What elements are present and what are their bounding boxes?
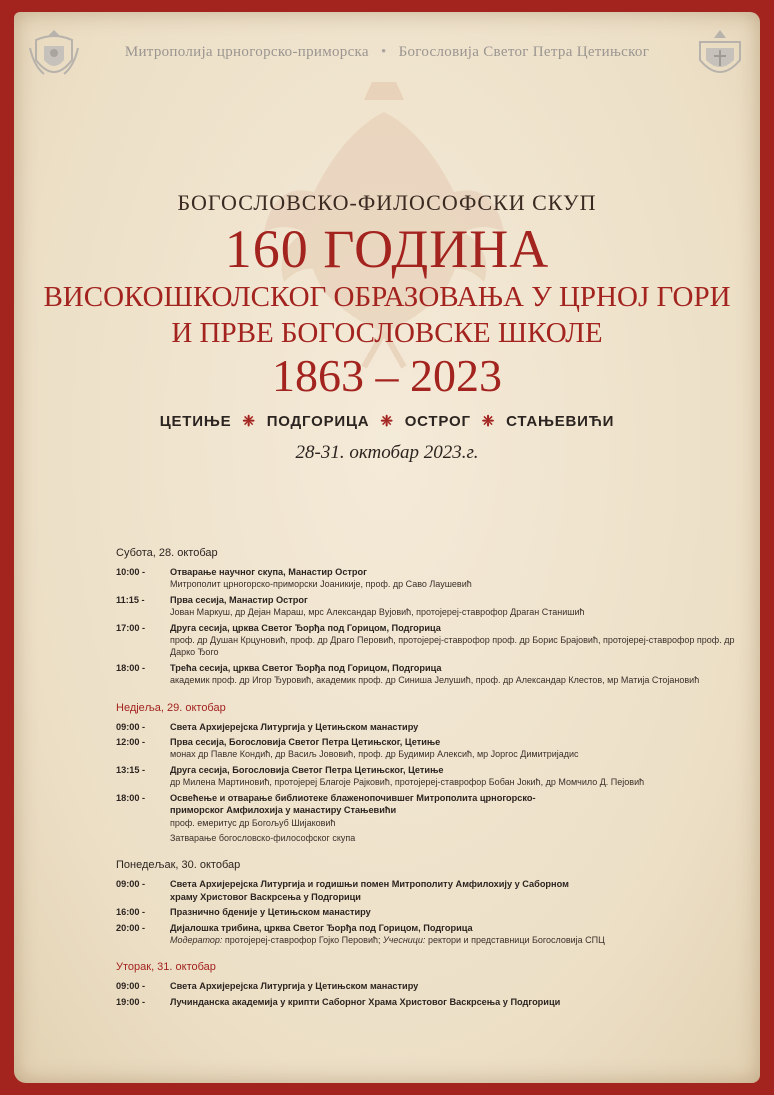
event-title: Света Архијерејска Литургија и годишњи помен Митрополиту Амфилохију у Саборном храму Христовог Васкрсења у Подгорици (170, 879, 569, 902)
event-participants: Јован Маркуш, др Дејан Мараш, мрс Александар Вујовић, протојереј-ставрофор Драган Станишић (170, 607, 585, 618)
title-line-1: ВИСОКОШКОЛСКОГ ОБРАЗОВАЊА У ЦРНОЈ ГОРИ (43, 281, 731, 313)
program-event (116, 980, 746, 992)
day-label: Уторак, 31. октобар (116, 961, 216, 974)
city-ostrog: ОСТРОГ (404, 413, 471, 430)
seminary-emblem-icon (692, 26, 748, 86)
event-participants (170, 934, 746, 946)
program-event (116, 594, 746, 619)
title-line-2: И ПРВЕ БОГОСЛОВСКЕ ШКОЛЕ (171, 317, 603, 349)
day-label: Недјеља, 29. октобар (116, 701, 226, 714)
city-separator: ❈ (242, 413, 256, 430)
coat-of-arms-icon (26, 26, 82, 86)
day-sunday (116, 702, 746, 845)
day-label: Субота, 28. октобар (116, 547, 218, 559)
event-title: Друга сесија, црква Светог Ђорђа под Горицом, Подгорица (170, 622, 441, 633)
program-event (116, 721, 746, 733)
year-range: 1863 – 2023 (272, 350, 502, 401)
program-event (116, 906, 746, 918)
moderator-name: протојереј-ставрофор Гојко Перовић; (222, 934, 383, 945)
day-saturday (116, 547, 746, 687)
event-title: Прва сесија, Богословија Светог Петра Цетињског, Цетиње (170, 737, 441, 748)
header-right-text: Богословија Светог Петра Цетињског (398, 44, 650, 60)
program-event (116, 922, 746, 947)
program-event (116, 622, 746, 659)
event-title: Света Архијерејска Литургија у Цетињском манастиру (170, 981, 419, 992)
event-title: Празнично бденије у Цетињском манастиру (170, 907, 371, 918)
day-monday (116, 859, 746, 946)
city-separator: ❈ (481, 413, 496, 430)
event-time: 19:00 - (116, 996, 146, 1007)
header-separator: • (380, 44, 387, 60)
event-time: 18:00 - (116, 792, 146, 803)
event-time: 09:00 - (116, 721, 146, 732)
day-tuesday (116, 961, 746, 1008)
day-label: Понедељак, 30. октобар (116, 859, 241, 872)
program-event (116, 764, 746, 789)
event-time: 09:00 - (116, 879, 146, 890)
event-participants: монах др Павле Кондић, др Васиљ Јововић, проф. др Будимир Алексић, мр Јоргос Димитријадис (170, 749, 579, 760)
event-title: Прва сесија, Манастир Острог (170, 594, 308, 605)
program-event (116, 736, 746, 761)
event-title: Трећа сесија, црква Светог Ђорђа под Горицом, Подгорица (170, 662, 442, 673)
event-participants: проф. др Душан Крцуновић, проф. др Драго Перовић, протојереј-ставрофор проф. др Борис Брајовић, протојереј-ставрофор проф. др Дарко Ђого (170, 635, 735, 658)
event-time: 17:00 - (116, 622, 146, 633)
event-time: 11:15 - (116, 594, 145, 605)
city-stanjevici: СТАЊЕВИЋИ (506, 413, 615, 430)
city-list (14, 412, 760, 430)
program-event (116, 566, 746, 591)
event-time: 13:15 - (116, 764, 146, 775)
event-time: 12:00 - (116, 737, 146, 748)
event-participants: др Милена Мартиновић, протојереј Благоје Рајковић, протојереј-ставрофор Бобан Јокић, др Момчило Д. Пејовић (170, 777, 645, 788)
event-title: Света Архијерејска Литургија у Цетињском манастиру (170, 721, 419, 732)
event-title: Лучинданска академија у крипти Саборног Храма Христовог Васкрсења у Подгорици (170, 996, 561, 1007)
event-time: 09:00 - (116, 981, 146, 992)
header-organizations (94, 44, 680, 61)
event-closing: Затварање богословско-философског скупа (170, 832, 356, 843)
event-title: Освећење и отварање библиотеке блаженопочившег Митрополита црногорско-приморског Амфилохија у манастиру Стањевићи (170, 792, 536, 816)
event-title: Друга сесија, Богословија Светог Петра Цетињског, Цетиње (170, 764, 444, 775)
event-participants: проф. емеритус др Богољуб Шијаковић (170, 817, 336, 828)
city-separator: ❈ (380, 413, 394, 430)
event-participants: академик проф. др Игор Ђуровић, академик проф. др Синиша Јелушић, проф. др Александар Клестов, мр Матија Стојановић (170, 675, 700, 686)
event-dates: 28-31. октобар 2023.г. (295, 442, 479, 463)
event-time: 18:00 - (116, 662, 146, 673)
poster (14, 12, 760, 1083)
participants-label: Учесници: (383, 934, 426, 945)
event-title: Отварање научног скупа, Манастир Острог (170, 567, 367, 577)
program (116, 547, 746, 1023)
program-event (116, 792, 746, 845)
anniversary-title: 160 ГОДИНА (224, 219, 550, 279)
participants-names: ректори и представници Богословија СПЦ (425, 934, 605, 945)
city-podgorica: ПОДГОРИЦА (266, 413, 370, 430)
program-event (116, 662, 746, 687)
event-time: 10:00 - (116, 567, 146, 577)
city-cetinje: ЦЕТИЊЕ (159, 413, 232, 430)
title-block (14, 190, 760, 464)
program-event (116, 878, 746, 903)
program-event (116, 996, 746, 1008)
event-title: Дијалошка трибина, црква Светог Ђорђа под Горицом, Подгорица (170, 922, 473, 933)
event-participants: Митрополит црногорско-приморски Јоаникије, проф. др Саво Лаушевић (170, 579, 472, 590)
header-left-text: Митрополија црногорско-приморска (124, 44, 369, 60)
event-type: БОГОСЛОВСКО-ФИЛОСОФСКИ СКУП (177, 190, 597, 215)
moderator-label: Модератор: (170, 934, 223, 945)
event-time: 20:00 - (116, 922, 146, 933)
event-time: 16:00 - (116, 907, 146, 918)
